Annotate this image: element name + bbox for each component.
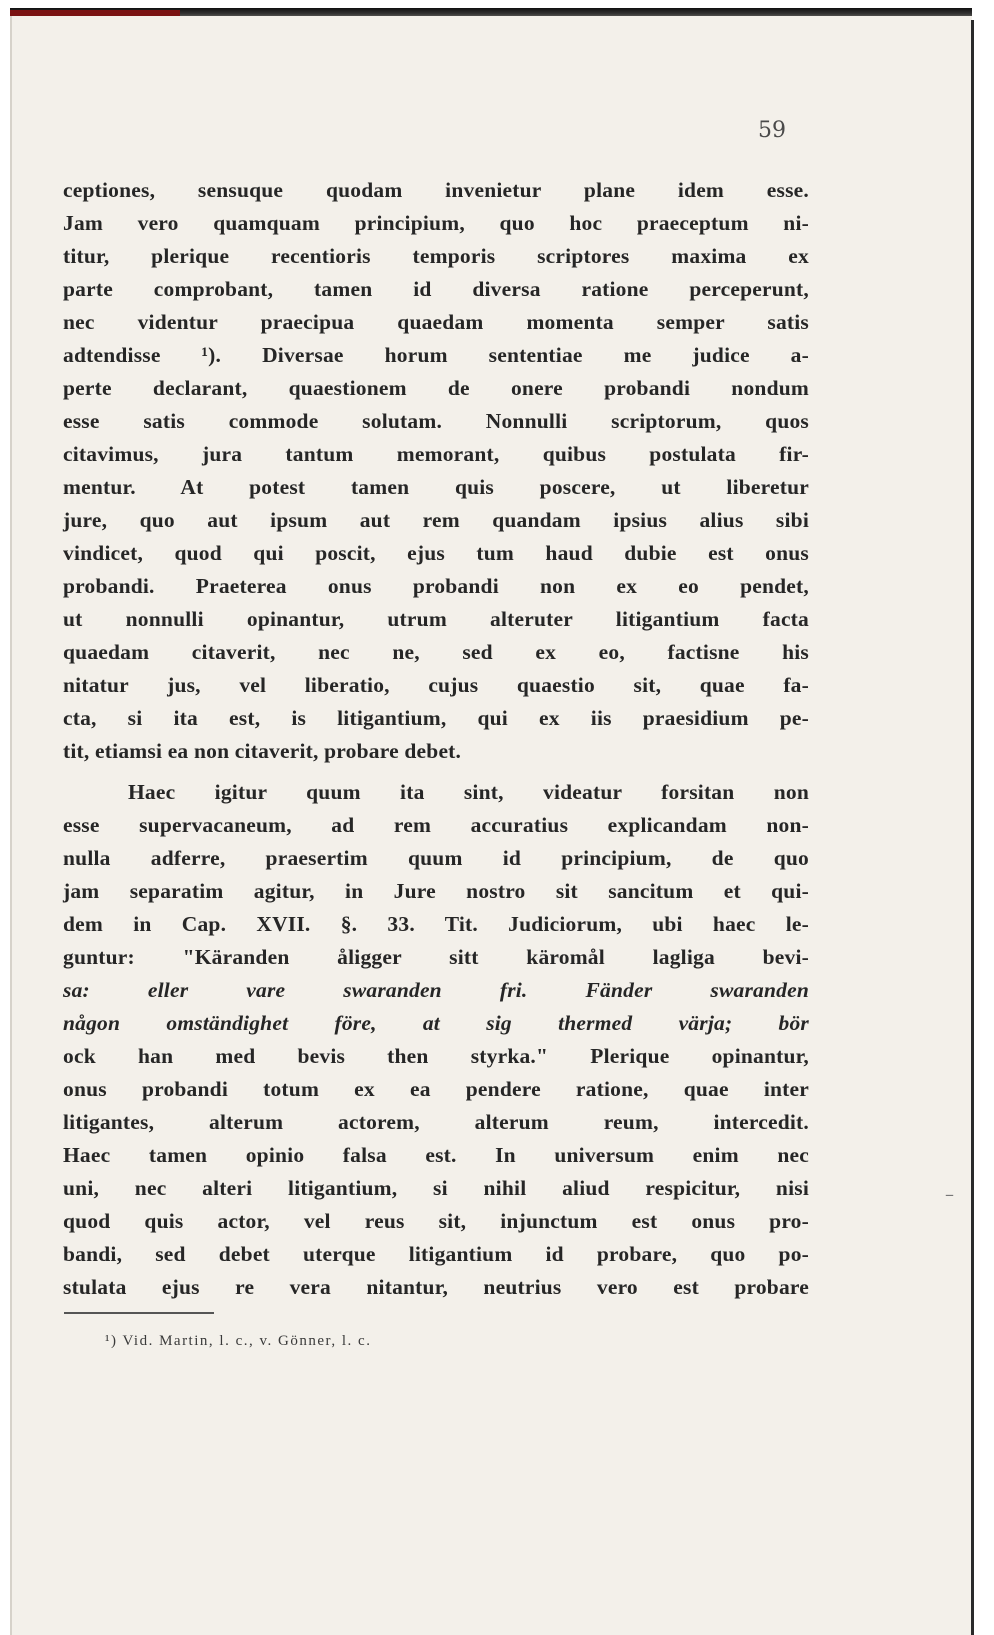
text-line: citavimus, jura tantum memorant, quibus postulata fir- (63, 442, 809, 466)
text-line: titur, plerique recentioris temporis scriptores maxima ex (63, 244, 809, 268)
text-line: nec videntur praecipua quaedam momenta semper satis (63, 310, 809, 334)
text-line: Haec tamen opinio falsa est. In universum enim nec (63, 1143, 809, 1167)
text-line: perte declarant, quaestionem de onere probandi nondum (63, 376, 809, 400)
text-line: stulata ejus re vera nitantur, neutrius vero est probare (63, 1275, 809, 1299)
text-line: sa: eller vare swaranden fri. Fänder swaranden (63, 978, 809, 1002)
text-line: quod quis actor, vel reus sit, injunctum est onus pro- (63, 1209, 809, 1233)
footnote: ¹) Vid. Martin, l. c., v. Gönner, l. c. (105, 1333, 372, 1349)
text-line: esse supervacaneum, ad rem accuratius explicandam non- (63, 813, 809, 837)
text-line: Jam vero quamquam principium, quo hoc praeceptum ni- (63, 211, 809, 235)
text-line: Haec igitur quum ita sint, videatur forsitan non (128, 780, 809, 804)
text-line: tit, etiamsi ea non citaverit, probare debet. (63, 739, 462, 763)
text-line: jam separatim agitur, in Jure nostro sit sancitum et qui- (63, 879, 809, 903)
page-right-edge (971, 20, 974, 1635)
text-line: cta, si ita est, is litigantium, qui ex iis praesidium pe- (63, 706, 809, 730)
text-line: onus probandi totum ex ea pendere ratione, quae inter (63, 1077, 809, 1101)
text-line: probandi. Praeterea onus probandi non ex eo pendet, (63, 574, 809, 598)
text-line: nulla adferre, praesertim quum id principium, de quo (63, 846, 809, 870)
text-line: adtendisse ¹). Diversae horum sententiae me judice a- (63, 343, 809, 367)
text-line: nitatur jus, vel liberatio, cujus quaestio sit, quae fa- (63, 673, 809, 697)
text-line: bandi, sed debet uterque litigantium id probare, quo po- (63, 1242, 809, 1266)
text-line: parte comprobant, tamen id diversa ratione perceperunt, (63, 277, 809, 301)
text-line: dem in Cap. XVII. §. 33. Tit. Judiciorum, ubi haec le- (63, 912, 809, 936)
margin-mark: – (945, 1184, 954, 1205)
text-line: mentur. At potest tamen quis poscere, ut liberetur (63, 475, 809, 499)
text-line: litigantes, alterum actorem, alterum reum, intercedit. (63, 1110, 809, 1134)
footnote-rule (64, 1312, 214, 1314)
text-line: esse satis commode solutam. Nonnulli scriptorum, quos (63, 409, 809, 433)
text-line: uni, nec alteri litigantium, si nihil aliud respicitur, nisi (63, 1176, 809, 1200)
text-line: guntur: "Käranden åligger sitt käromål lagliga bevi- (63, 945, 809, 969)
text-line: jure, quo aut ipsum aut rem quandam ipsius alius sibi (63, 508, 809, 532)
text-line: quaedam citaverit, nec ne, sed ex eo, factisne his (63, 640, 809, 664)
text-line: ut nonnulli opinantur, utrum alteruter litigantium facta (63, 607, 809, 631)
text-line: ock han med bevis then styrka." Plerique opinantur, (63, 1044, 809, 1068)
text-line: ceptiones, sensuque quodam invenietur plane idem esse. (63, 178, 809, 202)
page-number: 59 (758, 118, 786, 143)
text-line: vindicet, quod qui poscit, ejus tum haud dubie est onus (63, 541, 809, 565)
text-line: någon omständighet före, at sig thermed värja; bör (63, 1011, 809, 1035)
